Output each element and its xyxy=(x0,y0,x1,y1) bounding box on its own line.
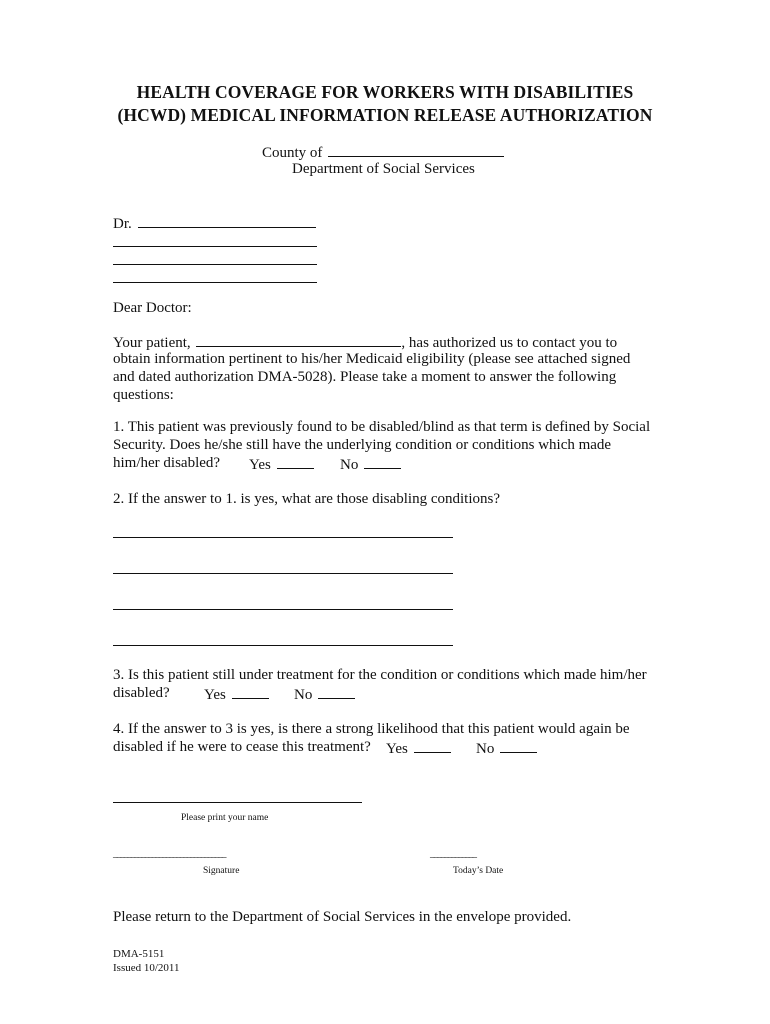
q1-yes-label: Yes xyxy=(249,457,271,473)
closing-text: Please return to the Department of Social Services in the envelope provided. xyxy=(113,909,572,925)
q1-no-field[interactable] xyxy=(364,455,401,469)
page-title-line2: (HCWD) MEDICAL INFORMATION RELEASE AUTHORIZATION xyxy=(117,105,653,125)
q4-line-1: 4. If the answer to 3 is yes, is there a strong likelihood that this patient would again be xyxy=(113,721,630,737)
signature-line[interactable]: ________________________________ xyxy=(113,848,225,859)
q3-no-label: No xyxy=(294,687,313,703)
q3-no-option xyxy=(294,685,355,704)
doctor-address-line-3[interactable] xyxy=(113,282,317,283)
q4-no-option xyxy=(476,739,537,758)
issued-date: Issued 10/2011 xyxy=(113,962,180,974)
doctor-address-line-2[interactable] xyxy=(113,264,317,265)
county-field[interactable] xyxy=(328,143,504,157)
q4-no-field[interactable] xyxy=(500,739,537,753)
print-name-line[interactable] xyxy=(113,802,362,803)
doctor-row xyxy=(113,214,316,233)
intro-prefix: Your patient, xyxy=(113,335,191,351)
form-number: DMA-5151 xyxy=(113,948,165,960)
intro-suffix: , has authorized us to contact you to xyxy=(401,335,618,351)
q3-no-field[interactable] xyxy=(318,685,355,699)
q2-answer-line-1[interactable] xyxy=(113,537,453,538)
q1-line-2: Security. Does he/she still have the underlying condition or conditions which made xyxy=(113,437,612,453)
county-row xyxy=(262,143,504,162)
salutation: Dear Doctor: xyxy=(113,300,192,316)
date-caption: Today’s Date xyxy=(453,866,504,876)
date-line[interactable]: _____________ xyxy=(430,848,476,859)
q2-answer-line-3[interactable] xyxy=(113,609,453,610)
county-label: County of xyxy=(262,145,323,161)
q4-line-2: disabled if he were to cease this treatment? xyxy=(113,739,371,755)
page-title-line1: HEALTH COVERAGE FOR WORKERS WITH DISABILITIES xyxy=(136,82,634,102)
q3-yes-label: Yes xyxy=(204,687,226,703)
q4-yes-option xyxy=(386,739,451,758)
doctor-name-field[interactable] xyxy=(138,214,316,228)
patient-name-field[interactable] xyxy=(196,333,401,347)
q3-line-1: 3. Is this patient still under treatment for the condition or conditions which made him/her xyxy=(113,667,647,683)
q3-line-2: disabled? xyxy=(113,685,170,701)
doctor-label: Dr. xyxy=(113,216,132,232)
department-label: Department of Social Services xyxy=(292,161,475,177)
q3-yes-option xyxy=(204,685,269,704)
doctor-address-line-1[interactable] xyxy=(113,246,317,247)
q2-answer-line-4[interactable] xyxy=(113,645,453,646)
print-name-caption: Please print your name xyxy=(181,813,269,823)
intro-line-2: obtain information pertinent to his/her Medicaid eligibility (please see attached signed xyxy=(113,351,631,367)
q4-no-label: No xyxy=(476,741,495,757)
intro-line-4: questions: xyxy=(113,387,174,403)
q1-line-1: 1. This patient was previously found to be disabled/blind as that term is defined by Social xyxy=(113,419,651,435)
q1-line-3: him/her disabled? xyxy=(113,455,221,471)
q1-no-label: No xyxy=(340,457,359,473)
q3-yes-field[interactable] xyxy=(232,685,269,699)
q1-yes-field[interactable] xyxy=(277,455,314,469)
q2-text: 2. If the answer to 1. is yes, what are those disabling conditions? xyxy=(113,491,500,507)
q4-yes-label: Yes xyxy=(386,741,408,757)
q1-yes-option xyxy=(249,455,314,474)
signature-caption: Signature xyxy=(203,866,240,876)
intro-line-3: and dated authorization DMA-5028). Please take a moment to answer the following xyxy=(113,369,617,385)
intro-line-1 xyxy=(113,333,617,352)
q4-yes-field[interactable] xyxy=(414,739,451,753)
q1-no-option xyxy=(340,455,401,474)
q2-answer-line-2[interactable] xyxy=(113,573,453,574)
